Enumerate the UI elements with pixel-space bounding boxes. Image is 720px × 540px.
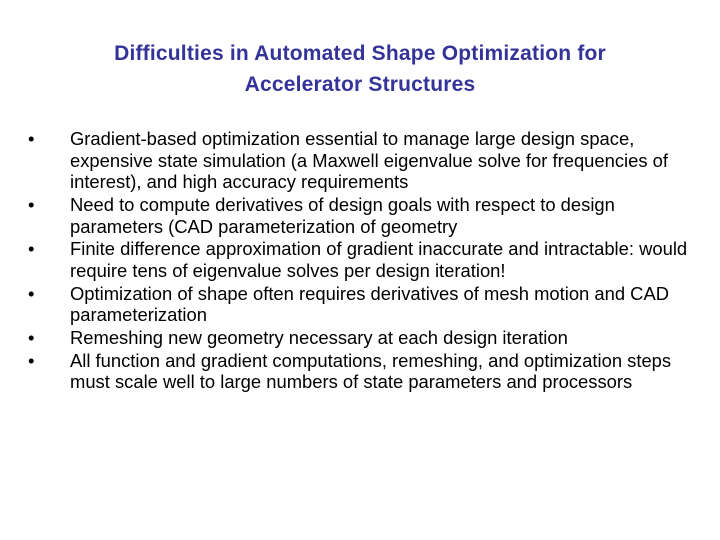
bullet-text: Gradient-based optimization essential to manage large design space, expensive state simulation (a Maxwell eigenvalue solve for frequencies of interest), and high accuracy requirements: [70, 128, 669, 193]
bullet-item-remeshing: [28, 327, 698, 349]
bullet-text: Finite difference approximation of gradient inaccurate and intractable: would require tens of eigenvalue solves per design iteration!: [70, 238, 688, 281]
bullet-icon: •: [28, 327, 35, 349]
bullet-icon: •: [28, 282, 35, 304]
bullet-item-derivatives: [28, 194, 698, 237]
bullet-item-scalability: [28, 350, 698, 393]
slide-title: [20, 38, 700, 100]
bullet-text: All function and gradient computations, remeshing, and optimization steps must scale well to large numbers of state parameters and processors: [70, 349, 672, 393]
bullet-icon: •: [28, 128, 35, 149]
bullet-icon: •: [28, 238, 35, 260]
bullet-list: [28, 128, 698, 394]
bullet-text: Remeshing new geometry necessary at each design iteration: [70, 327, 568, 349]
slide-title-line-2: Accelerator Structures: [244, 73, 476, 96]
bullet-item-shape-optimization: [28, 283, 698, 326]
bullet-icon: •: [28, 349, 35, 371]
bullet-text: Optimization of shape often requires derivatives of mesh motion and CAD parameterization: [70, 282, 670, 326]
bullet-item-finite-difference: [28, 238, 698, 281]
bullet-icon: •: [28, 193, 35, 215]
bullet-text: Need to compute derivatives of design goals with respect to design parameters (CAD parameterization of geometry: [70, 193, 615, 237]
slide-title-line-1: Difficulties in Automated Shape Optimization for: [114, 42, 606, 65]
bullet-item-gradient-based: [28, 128, 698, 193]
